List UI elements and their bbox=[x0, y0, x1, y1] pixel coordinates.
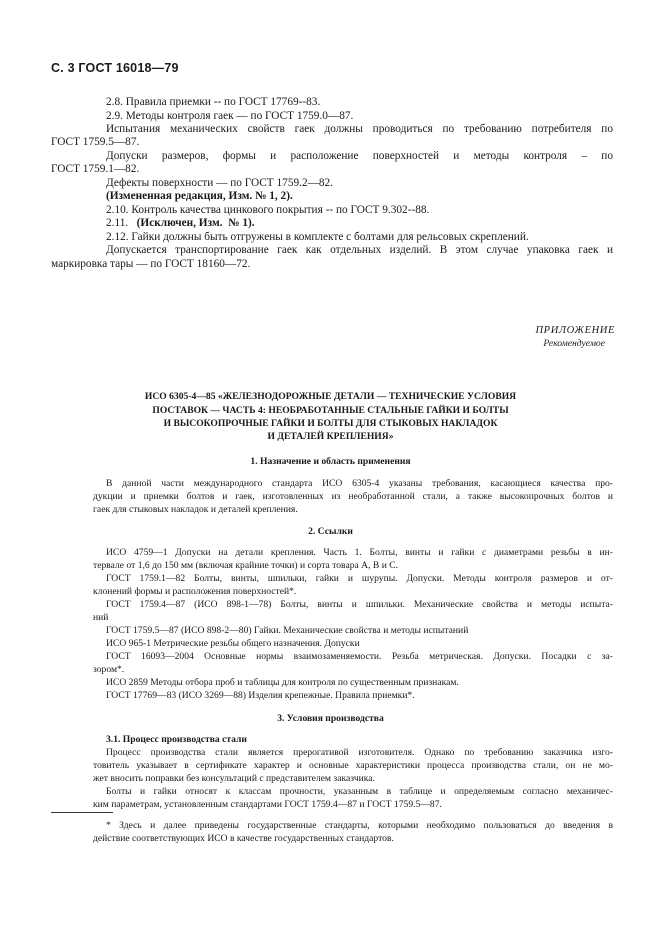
section-1-line: гаек для стыковых накладок и деталей крепления. bbox=[93, 504, 298, 515]
section-3-line: Процесс производства стали является прерогативой изготовителя. Однако по требованию заказчика изго- bbox=[106, 747, 613, 758]
section-3-heading: 3. Условия производства bbox=[277, 713, 384, 724]
footnote-line: * Здесь и далее приведены государственные стандарты, которыми необходимо пользоваться до введения в bbox=[106, 820, 613, 831]
section-2-heading: 2. Ссылки bbox=[308, 526, 353, 537]
iso-title-line: И ДЕТАЛЕЙ КРЕПЛЕНИЯ» bbox=[267, 431, 394, 442]
reference-line: ИСО 4759—1 Допуски на детали крепления. Часть 1. Болты, винты и гайки с диаметрами резьбы в ин- bbox=[106, 547, 613, 558]
paragraph-line: Допускается транспортирование гаек как отдельных изделий. В этом случае упаковка гаек и bbox=[106, 244, 613, 256]
section-3-line: ким параметрам, установленным стандартами ГОСТ 1759.4—87 и ГОСТ 1759.5—87. bbox=[93, 799, 442, 810]
paragraph-line: Испытания механических свойств гаек должны проводиться по требованию потребителя по bbox=[106, 123, 613, 135]
appendix-label: ПРИЛОЖЕНИЕ bbox=[535, 325, 615, 336]
section-3-line: товитель указывает в сертификате характер и основные характеристики процесса производства стали, он не мо- bbox=[93, 760, 613, 771]
reference-line: ГОСТ 1759.5—87 (ИСО 898-2—80) Гайки. Механические свойства и методы испытаний bbox=[106, 625, 469, 636]
reference-line: ний bbox=[93, 612, 109, 623]
page-header: С. 3 ГОСТ 16018—79 bbox=[51, 61, 179, 75]
amendment-note: (Измененная редакция, Изм. № 1, 2). bbox=[106, 190, 293, 202]
reference-line: ГОСТ 17769—83 (ИСО 3269—88) Изделия крепежные. Правила приемки*. bbox=[106, 690, 415, 701]
section-3-1-heading: 3.1. Процесс производства стали bbox=[106, 734, 247, 745]
reference-line: ГОСТ 16093—2004 Основные нормы взаимозаменяемости. Резьба метрическая. Допуски. Посадки с за- bbox=[106, 651, 613, 662]
clause-2-10: 2.10. Контроль качества цинкового покрытия -- по ГОСТ 9.302--88. bbox=[106, 204, 430, 216]
section-3-line: жет вносить поправки без консультаций с представителем заказчика. bbox=[93, 773, 375, 784]
reference-line: тервале от 1,6 до 150 мм (включая крайние точки) и сорта товара А, В и С. bbox=[93, 560, 399, 571]
iso-title-line: ПОСТАВОК — ЧАСТЬ 4: НЕОБРАБОТАННЫЕ СТАЛЬНЫЕ ГАЙКИ И БОЛТЫ bbox=[152, 405, 509, 416]
paragraph-line: ГОСТ 1759.1—82. bbox=[51, 163, 140, 175]
clause-2-12: 2.12. Гайки должны быть отгружены в комплекте с болтами для рельсовых скреплений. bbox=[106, 231, 529, 243]
footnote-divider bbox=[51, 812, 113, 813]
appendix-note: Рекомендуемое bbox=[543, 338, 605, 349]
iso-title-line: И ВЫСОКОПРОЧНЫЕ ГАЙКИ И БОЛТЫ ДЛЯ СТЫКОВЫХ НАКЛАДОК bbox=[163, 418, 498, 429]
reference-line: ГОСТ 1759.1—82 Болты, винты, шпильки, гайки и шурупы. Допуски. Методы контроля размеров и от- bbox=[106, 573, 613, 584]
reference-line: клонений формы и расположения поверхностей*. bbox=[93, 586, 297, 597]
clause-2-8: 2.8. Правила приемки -- по ГОСТ 17769--83. bbox=[106, 96, 321, 108]
reference-line: ИСО 2859 Методы отбора проб и таблицы для контроля по существенным признакам. bbox=[106, 677, 459, 688]
paragraph-line: Дефекты поверхности — по ГОСТ 1759.2—82. bbox=[106, 177, 334, 189]
section-1-heading: 1. Назначение и область применения bbox=[250, 456, 411, 467]
section-1-line: В данной части международного стандарта ИСО 6305-4 указаны требования, касающиеся качества про- bbox=[106, 478, 613, 489]
section-3-line: Болты и гайки относят к классам прочности, указанным в таблице и определяемым согласно механичес- bbox=[106, 786, 613, 797]
reference-line: зором*. bbox=[93, 664, 125, 675]
reference-line: ИСО 965-1 Метрические резьбы общего назначения. Допуски bbox=[106, 638, 360, 649]
section-1-line: дукции и приемки болтов и гаек, изготовленных из необработанной стали, а также высокопрочных болтов и bbox=[93, 491, 613, 502]
paragraph-line: ГОСТ 1759.5—87. bbox=[51, 136, 140, 148]
clause-2-11: 2.11. (Исключен, Изм. № 1). bbox=[106, 217, 255, 229]
paragraph-line: Допуски размеров, формы и расположение поверхностей и методы контроля – по bbox=[106, 150, 613, 162]
paragraph-line: маркировка тары — по ГОСТ 18160—72. bbox=[51, 258, 251, 270]
clause-2-9: 2.9. Методы контроля гаек — по ГОСТ 1759.0—87. bbox=[106, 110, 354, 122]
footnote-line: действие соответствующих ИСО в качестве государственных стандартов. bbox=[93, 833, 394, 844]
reference-line: ГОСТ 1759.4—87 (ИСО 898-1—78) Болты, винты и шпильки. Механические свойства и методы испыта- bbox=[106, 599, 613, 610]
iso-title-line: ИСО 6305-4—85 «ЖЕЛЕЗНОДОРОЖНЫЕ ДЕТАЛИ — ТЕХНИЧЕСКИЕ УСЛОВИЯ bbox=[144, 391, 517, 402]
